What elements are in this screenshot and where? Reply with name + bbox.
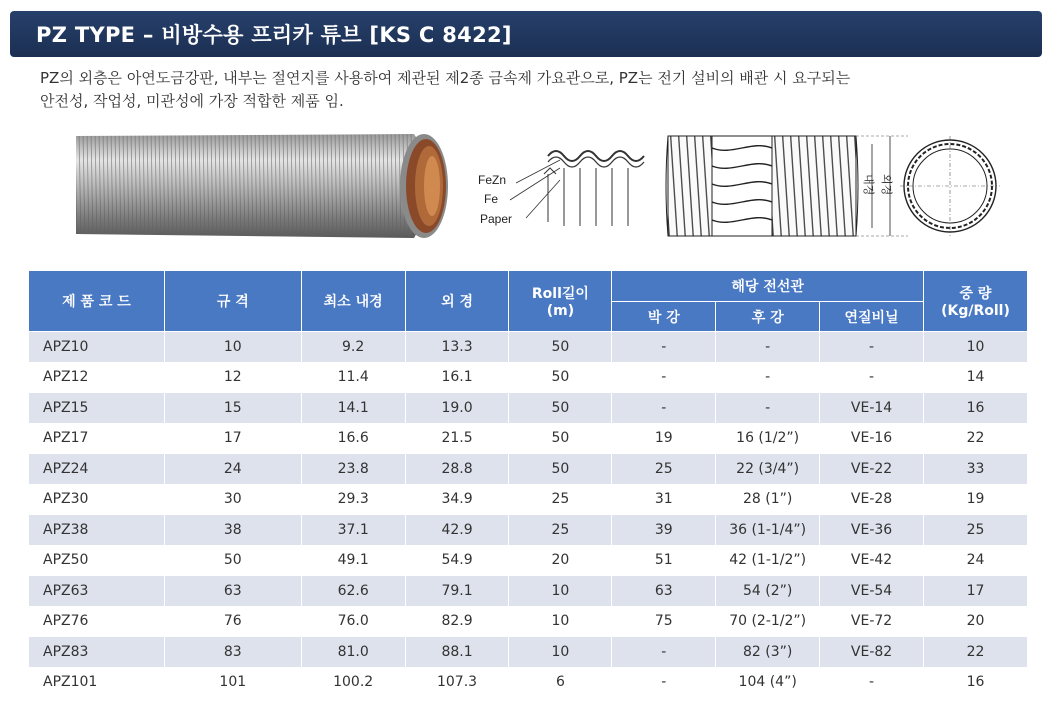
spec-table-body	[29, 332, 1028, 698]
table-row	[29, 484, 1028, 515]
cell-thin-steel: 63	[612, 576, 716, 607]
cell-thick-steel: 104 (4”)	[716, 667, 820, 698]
cell-size: 76	[164, 606, 301, 637]
cell-soft-vinyl: VE-22	[820, 454, 924, 485]
cell-thick-steel: -	[716, 393, 820, 424]
cell-size: 10	[164, 332, 301, 363]
page-title	[10, 11, 1042, 57]
cell-soft-vinyl: VE-14	[820, 393, 924, 424]
table-row	[29, 454, 1028, 485]
cell-weight: 20	[923, 606, 1027, 637]
cell-thick-steel: 28 (1”)	[716, 484, 820, 515]
tube-photo	[74, 130, 454, 242]
cell-roll-length: 50	[509, 454, 612, 485]
cell-min-inner-diameter: 49.1	[301, 545, 405, 576]
cell-product-code: APZ30	[29, 484, 165, 515]
cell-thick-steel: 22 (3/4”)	[716, 454, 820, 485]
cell-weight: 22	[923, 423, 1027, 454]
cell-thick-steel: 54 (2”)	[716, 576, 820, 607]
header-thin-steel: 박 강	[612, 302, 716, 332]
cell-roll-length: 50	[509, 332, 612, 363]
header-weight-label: 중 량	[959, 286, 992, 302]
cell-weight: 14	[923, 362, 1027, 393]
cell-thick-steel: 36 (1-1/4”)	[716, 515, 820, 546]
table-row	[29, 515, 1028, 546]
cell-weight: 10	[923, 332, 1027, 363]
cell-size: 30	[164, 484, 301, 515]
table-row	[29, 332, 1028, 363]
cell-soft-vinyl: VE-16	[820, 423, 924, 454]
cell-product-code: APZ63	[29, 576, 165, 607]
header-soft-vinyl: 연질비닐	[820, 302, 924, 332]
cell-outer-diameter: 19.0	[405, 393, 509, 424]
cell-soft-vinyl: VE-72	[820, 606, 924, 637]
layer-label-fezn: FeZn	[478, 173, 507, 187]
header-conduit-group: 해당 전선관	[612, 271, 924, 302]
cell-thick-steel: 16 (1/2”)	[716, 423, 820, 454]
cell-thin-steel: -	[612, 362, 716, 393]
cell-soft-vinyl: VE-42	[820, 545, 924, 576]
cell-thin-steel: 31	[612, 484, 716, 515]
cell-min-inner-diameter: 11.4	[301, 362, 405, 393]
header-roll-length-unit: (m)	[546, 303, 575, 319]
header-weight-unit: (Kg/Roll)	[941, 303, 1010, 319]
cell-thick-steel: 42 (1-1/2”)	[716, 545, 820, 576]
cell-thin-steel: 25	[612, 454, 716, 485]
cell-weight: 24	[923, 545, 1027, 576]
header-min-inner-diameter: 최소 내경	[301, 271, 405, 332]
cell-thick-steel: -	[716, 332, 820, 363]
cell-thick-steel: -	[716, 362, 820, 393]
cell-min-inner-diameter: 9.2	[301, 332, 405, 363]
table-row	[29, 393, 1028, 424]
header-outer-diameter: 외 경	[405, 271, 509, 332]
cell-weight: 22	[923, 637, 1027, 668]
header-thick-steel: 후 강	[716, 302, 820, 332]
cell-thin-steel: 39	[612, 515, 716, 546]
cell-weight: 16	[923, 667, 1027, 698]
layer-label-fe: Fe	[484, 192, 499, 206]
cell-product-code: APZ10	[29, 332, 165, 363]
cell-min-inner-diameter: 29.3	[301, 484, 405, 515]
cell-size: 38	[164, 515, 301, 546]
cell-size: 24	[164, 454, 301, 485]
header-roll-length	[509, 271, 612, 332]
cell-outer-diameter: 107.3	[405, 667, 509, 698]
cell-product-code: APZ38	[29, 515, 165, 546]
cell-min-inner-diameter: 76.0	[301, 606, 405, 637]
cell-product-code: APZ24	[29, 454, 165, 485]
cell-thin-steel: 75	[612, 606, 716, 637]
layer-section-diagram	[478, 134, 658, 234]
cell-roll-length: 20	[509, 545, 612, 576]
layer-label-paper: Paper	[480, 212, 513, 226]
tube-profile-diagram	[662, 126, 1002, 248]
cell-size: 50	[164, 545, 301, 576]
cell-roll-length: 10	[509, 606, 612, 637]
table-row	[29, 606, 1028, 637]
page-title-text: PZ TYPE – 비방수용 프리카 튜브 [KS C 8422]	[36, 23, 512, 47]
cell-min-inner-diameter: 14.1	[301, 393, 405, 424]
cell-roll-length: 10	[509, 637, 612, 668]
cell-roll-length: 6	[509, 667, 612, 698]
cell-outer-diameter: 54.9	[405, 545, 509, 576]
table-row	[29, 545, 1028, 576]
cell-weight: 25	[923, 515, 1027, 546]
table-row	[29, 667, 1028, 698]
cell-min-inner-diameter: 100.2	[301, 667, 405, 698]
intro-line-1: PZ의 외층은 아연도금강판, 내부는 절연지를 사용하여 제관된 제2종 금속제 가요관으로, PZ는 전기 설비의 배관 시 요구되는	[40, 69, 851, 87]
spec-table	[28, 270, 1028, 698]
cell-size: 83	[164, 637, 301, 668]
cell-size: 12	[164, 362, 301, 393]
cell-outer-diameter: 42.9	[405, 515, 509, 546]
intro-text	[40, 67, 1045, 113]
cell-min-inner-diameter: 81.0	[301, 637, 405, 668]
cell-soft-vinyl: -	[820, 362, 924, 393]
cell-roll-length: 25	[509, 515, 612, 546]
table-row	[29, 576, 1028, 607]
cell-thin-steel: 19	[612, 423, 716, 454]
cell-roll-length: 50	[509, 423, 612, 454]
cell-outer-diameter: 34.9	[405, 484, 509, 515]
cell-thin-steel: -	[612, 393, 716, 424]
cell-size: 63	[164, 576, 301, 607]
cell-roll-length: 10	[509, 576, 612, 607]
cell-product-code: APZ15	[29, 393, 165, 424]
cell-product-code: APZ12	[29, 362, 165, 393]
cell-soft-vinyl: VE-54	[820, 576, 924, 607]
header-size: 규 격	[164, 271, 301, 332]
cell-outer-diameter: 88.1	[405, 637, 509, 668]
cell-soft-vinyl: VE-82	[820, 637, 924, 668]
inner-diameter-label: 내경	[862, 174, 875, 196]
cell-thin-steel: -	[612, 637, 716, 668]
table-row	[29, 423, 1028, 454]
cell-weight: 17	[923, 576, 1027, 607]
cell-soft-vinyl: VE-28	[820, 484, 924, 515]
cell-outer-diameter: 16.1	[405, 362, 509, 393]
cell-thin-steel: 51	[612, 545, 716, 576]
cell-thick-steel: 70 (2-1/2”)	[716, 606, 820, 637]
cell-size: 101	[164, 667, 301, 698]
cell-product-code: APZ101	[29, 667, 165, 698]
intro-line-2: 안전성, 작업성, 미관성에 가장 적합한 제품 임.	[40, 92, 344, 110]
cell-outer-diameter: 79.1	[405, 576, 509, 607]
cell-weight: 33	[923, 454, 1027, 485]
cell-product-code: APZ83	[29, 637, 165, 668]
cell-thick-steel: 82 (3”)	[716, 637, 820, 668]
cell-soft-vinyl: -	[820, 667, 924, 698]
cell-thin-steel: -	[612, 332, 716, 363]
cell-product-code: APZ50	[29, 545, 165, 576]
cell-min-inner-diameter: 16.6	[301, 423, 405, 454]
cell-roll-length: 50	[509, 362, 612, 393]
cell-size: 15	[164, 393, 301, 424]
header-roll-length-label: Roll길이	[531, 286, 589, 302]
header-product-code: 제 품 코 드	[29, 271, 165, 332]
cell-weight: 16	[923, 393, 1027, 424]
cell-product-code: APZ76	[29, 606, 165, 637]
cell-weight: 19	[923, 484, 1027, 515]
cell-min-inner-diameter: 62.6	[301, 576, 405, 607]
table-row	[29, 637, 1028, 668]
cell-outer-diameter: 21.5	[405, 423, 509, 454]
cell-soft-vinyl: -	[820, 332, 924, 363]
cell-min-inner-diameter: 37.1	[301, 515, 405, 546]
cell-outer-diameter: 82.9	[405, 606, 509, 637]
cell-thin-steel: -	[612, 667, 716, 698]
cell-product-code: APZ17	[29, 423, 165, 454]
cell-outer-diameter: 28.8	[405, 454, 509, 485]
cell-outer-diameter: 13.3	[405, 332, 509, 363]
cell-size: 17	[164, 423, 301, 454]
outer-diameter-label: 외경	[880, 174, 893, 196]
cell-roll-length: 50	[509, 393, 612, 424]
header-weight	[923, 271, 1027, 332]
cell-roll-length: 25	[509, 484, 612, 515]
cell-min-inner-diameter: 23.8	[301, 454, 405, 485]
cell-soft-vinyl: VE-36	[820, 515, 924, 546]
table-row	[29, 362, 1028, 393]
